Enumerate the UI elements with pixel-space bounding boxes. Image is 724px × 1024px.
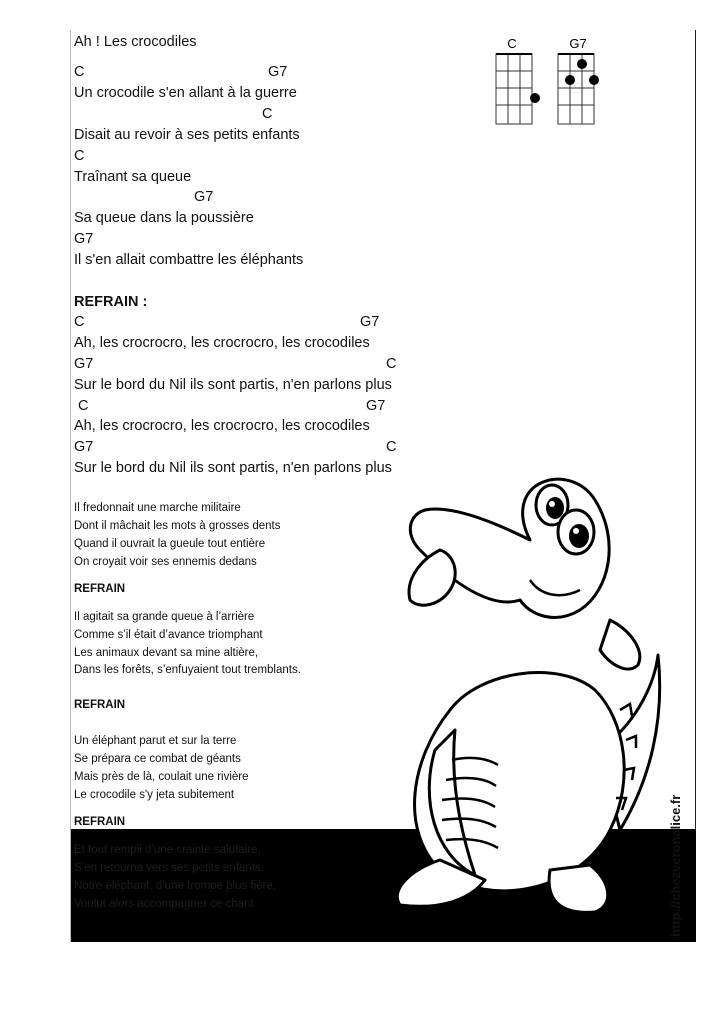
- song-title-line: Ah ! Les crocodiles: [74, 34, 197, 50]
- lyric-line: Notre éléphant, d’une trompe plus fière,: [74, 880, 277, 892]
- chord: C: [74, 314, 85, 330]
- lyric-line: Dont il mâchait les mots à grosses dents: [74, 520, 281, 532]
- chord: C: [386, 439, 397, 455]
- lyric-line: On croyait voir ses ennemis dedans: [74, 556, 257, 568]
- right-margin-rule: [695, 30, 696, 942]
- lyric-line: Il s'en allait combattre les éléphants: [74, 252, 304, 268]
- lyric-line: Traînant sa queue: [74, 169, 192, 185]
- lyric-line: Il agitait sa grande queue à l’arrière: [74, 611, 255, 623]
- chord: G7: [194, 189, 214, 205]
- chord: G7: [360, 314, 380, 330]
- finger-dot: [530, 93, 540, 103]
- refrain-marker: REFRAIN: [74, 816, 126, 828]
- chord-diagram-g7-label: G7: [569, 36, 587, 51]
- left-margin-rule: [70, 30, 71, 942]
- refrain-marker: REFRAIN: [74, 583, 126, 595]
- chord-diagrams: [490, 34, 610, 130]
- lyric-line: Ah, les crocrocro, les crocrocro, les crocodiles: [74, 418, 370, 434]
- chord: G7: [74, 356, 94, 372]
- refrain-heading: REFRAIN :: [74, 294, 148, 310]
- finger-dot: [565, 75, 575, 85]
- finger-dot: [589, 75, 599, 85]
- chord: C: [74, 148, 85, 164]
- lyric-line: Il fredonnait une marche militaire: [74, 502, 241, 514]
- lyric-line: Dans les forêts, s’enfuyaient tout tremblants.: [74, 664, 301, 676]
- lyric-line: Les animaux devant sa mine altière,: [74, 647, 259, 659]
- lyric-line: Voulut alors accompagner ce chant: [74, 898, 254, 910]
- finger-dot: [577, 59, 587, 69]
- chord: C: [78, 398, 89, 414]
- chord: G7: [74, 439, 94, 455]
- chord-diagram-c-label: C: [507, 36, 517, 51]
- chord: C: [74, 64, 85, 80]
- lyric-line: Sur le bord du Nil ils sont partis, n'en parlons plus: [74, 377, 392, 393]
- lyric-line: Un éléphant parut et sur la terre: [74, 735, 237, 747]
- chord-diagram-c: [496, 36, 540, 124]
- lyric-line: Quand il ouvrait la gueule tout entière: [74, 538, 266, 550]
- lyric-line: Sur le bord du Nil ils sont partis, n'en parlons plus: [74, 460, 392, 476]
- lyric-line: Ah, les crocrocro, les crocrocro, les crocodiles: [74, 335, 370, 351]
- refrain-marker: REFRAIN: [74, 699, 126, 711]
- site-watermark: http://chezveronalice.fr: [668, 794, 683, 937]
- lyric-line: Un crocodile s'en allant à la guerre: [74, 85, 297, 101]
- lyric-line: Se prépara ce combat de géants: [74, 753, 241, 765]
- crocodile-illustration: [380, 460, 670, 930]
- lyric-line: Disait au revoir à ses petits enfants: [74, 127, 300, 143]
- lyric-line: Sa queue dans la poussière: [74, 210, 254, 226]
- lyric-line: Et tout rempli d’une crainte salutaire,: [74, 844, 261, 856]
- lyric-line: S’en retourna vers ses petits enfants.: [74, 862, 264, 874]
- chord: G7: [74, 231, 94, 247]
- chord: C: [262, 106, 273, 122]
- lyric-line: Comme s’il était d’avance triomphant: [74, 629, 263, 641]
- chord: C: [386, 356, 397, 372]
- chord: G7: [268, 64, 288, 80]
- chord-diagram-g7: [558, 36, 599, 124]
- lyric-line: Le crocodile s'y jeta subitement: [74, 789, 235, 801]
- lyric-line: Mais près de là, coulait une rivière: [74, 771, 249, 783]
- chord: G7: [366, 398, 386, 414]
